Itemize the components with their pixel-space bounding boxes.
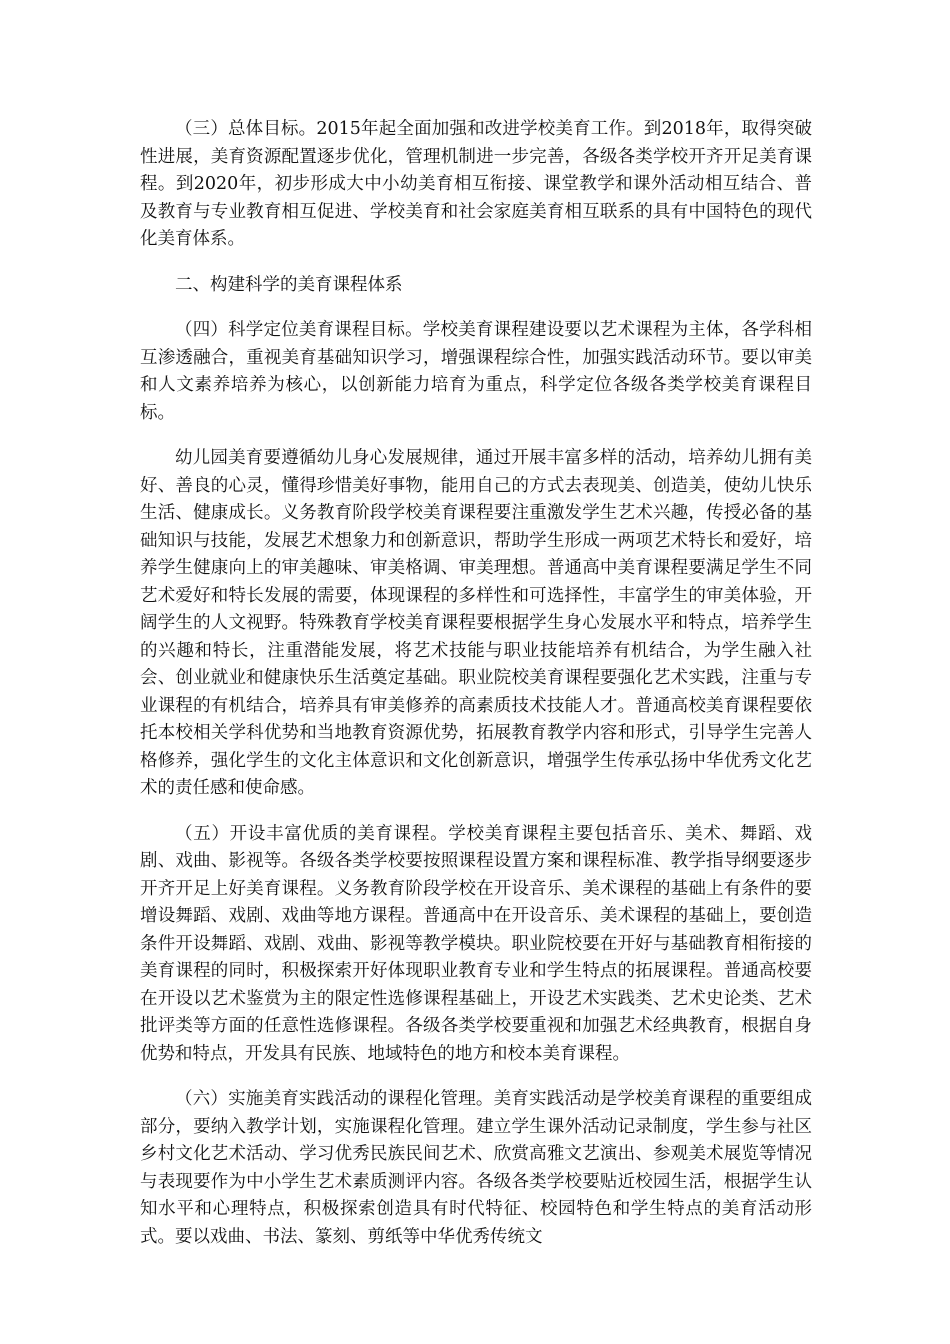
paragraph-quality-courses: （五）开设丰富优质的美育课程。学校美育课程主要包括音乐、美术、舞蹈、戏剧、戏曲、影视等。各级各类学校要按照课程设置方案和课程标准、教学指导纲要逐步开齐开足上好美育课程。义务教育阶段学校在开设音乐、美术课程的基础上有条件的要增设舞蹈、戏剧、戏曲等地方课程。普通高中在开设音乐、美术课程的基础上，要创造条件开设舞蹈、戏剧、戏曲、影视等教学模块。职业院校要在开好与基础教育相衔接的美育课程的同时，积极探索开好体现职业教育专业和学生特点的拓展课程。普通高校要在开设以艺术鉴赏为主的限定性选修课程基础上，开设艺术实践类、艺术史论类、艺术批评类等方面的任意性选修课程。各级各类学校要重视和加强艺术经典教育，根据自身优势和特点，开发具有民族、地域特色的地方和校本美育课程。: [140, 823, 812, 1064]
section-heading: 二、构建科学的美育课程体系: [175, 274, 403, 295]
paragraph-stage-requirements: 幼儿园美育要遵循幼儿身心发展规律，通过开展丰富多样的活动，培养幼儿拥有美好、善良的心灵，懂得珍惜美好事物，能用自己的方式去表现美、创造美，使幼儿快乐生活、健康成长。义务教育阶段学校美育课程要注重激发学生艺术兴趣，传授必备的基础知识与技能，发展艺术想象力和创新意识，帮助学生形成一两项艺术特长和爱好，培养学生健康向上的审美趣味、审美格调、审美理想。普通高中美育课程要满足学生不同艺术爱好和特长发展的需要，体现课程的多样性和可选择性，丰富学生的审美体验，开阔学生的人文视野。特殊教育学校美育课程要根据学生身心发展水平和特点，培养学生的兴趣和特长，注重潜能发展，将艺术技能与职业技能培养有机结合，为学生融入社会、创业就业和健康快乐生活奠定基础。职业院校美育课程要强化艺术实践，注重与专业课程的有机结合，培养具有审美修养的高素质技术技能人才。普通高校美育课程要依托本校相关学科优势和当地教育资源优势，拓展教育教学内容和形式，引导学生完善人格修养，强化学生的文化主体意识和文化创新意识，增强学生传承弘扬中华优秀文化艺术的责任感和使命感。: [140, 448, 812, 798]
paragraph-curriculum-goals: （四）科学定位美育课程目标。学校美育课程建设要以艺术课程为主体，各学科相互渗透融合，重视美育基础知识学习，增强课程综合性，加强实践活动环节。要以审美和人文素养培养为核心，以创新能力培育为重点，科学定位各级各类学校美育课程目标。: [140, 320, 812, 423]
document-body: [140, 116, 812, 1269]
paragraph-practice-activities: （六）实施美育实践活动的课程化管理。美育实践活动是学校美育课程的重要组成部分，要纳入教学计划，实施课程化管理。建立学生课外活动记录制度，学生参与社区乡村文化艺术活动、学习优秀民族民间艺术、欣赏高雅文艺演出、参观美术展览等情况与表现要作为中小学生艺术素质测评内容。各级各类学校要贴近校园生活，根据学生认知水平和心理特点，积极探索创造具有时代特征、校园特色和学生特点的美育活动形式。要以戏曲、书法、篆刻、剪纸等中华优秀传统文: [140, 1089, 812, 1247]
paragraph-overall-goal: （三）总体目标。2015年起全面加强和改进学校美育工作。到2018年，取得突破性进展，美育资源配置逐步优化，管理机制进一步完善，各级各类学校开齐开足美育课程。到2020年，初步形成大中小幼美育相互衔接、课堂教学和课外活动相互结合、普及教育与专业教育相互促进、学校美育和社会家庭美育相互联系的具有中国特色的现代化美育体系。: [140, 119, 812, 249]
